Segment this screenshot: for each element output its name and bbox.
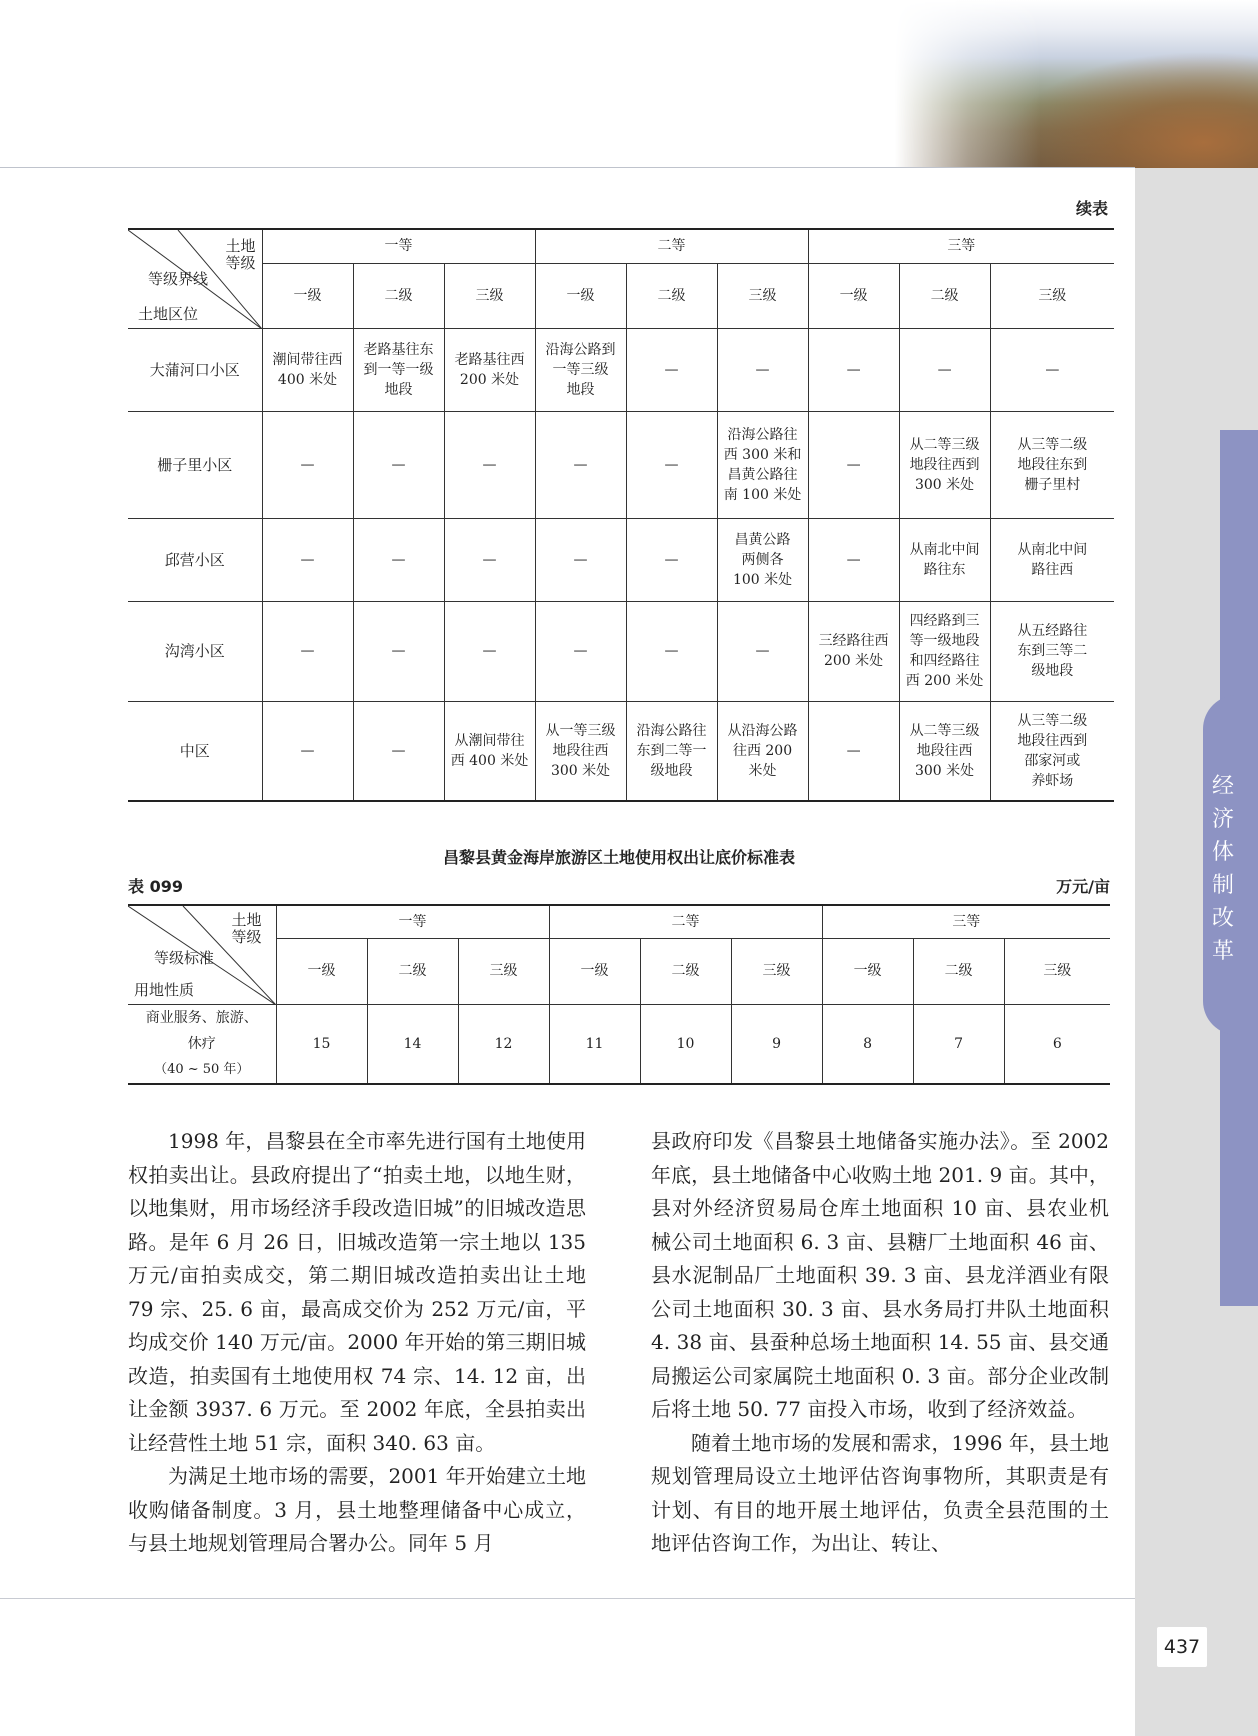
boundary-cell: — [626, 328, 717, 411]
table2-number: 表 099 [128, 877, 183, 896]
boundary-cell: — [444, 601, 535, 701]
boundary-cell: — [808, 328, 899, 411]
level-header: 一级 [276, 938, 367, 1004]
boundary-cell: — [444, 518, 535, 601]
grade-header: 一等 [276, 905, 549, 938]
corner-bottom-label: 土地区位 [138, 305, 199, 323]
corner-middle-label: 等级界线 [148, 270, 209, 288]
land-use-term: （40 ~ 50 年） [154, 1061, 250, 1077]
boundary-cell: 老路基往东 到一等一级 地段 [353, 328, 444, 411]
paragraph: 随着土地市场的发展和需求，1996 年，县土地规划管理局设立土地评估咨询事物所，其职责是有计划、有目的地开展土地评估，负责全县范围的土地评估咨询工作，为出让、转让、 [651, 1430, 1109, 1555]
level-header: 二级 [353, 263, 444, 328]
boundary-cell: 沿海公路往 西 300 米和 昌黄公路往 南 100 米处 [717, 411, 808, 518]
price-cell: 14 [367, 1004, 458, 1084]
boundary-cell: 从潮间带往 西 400 米处 [444, 701, 535, 801]
corner-top-label: 土地 等级 [225, 237, 256, 272]
grade-header: 二等 [549, 905, 822, 938]
price-cell: 15 [276, 1004, 367, 1084]
section-label-char: 制 [1211, 873, 1234, 898]
boundary-cell: 从南北中间 路往东 [899, 518, 990, 601]
price-cell: 10 [640, 1004, 731, 1084]
boundary-cell: — [626, 518, 717, 601]
boundary-cell: 从沿海公路 往西 200 米处 [717, 701, 808, 801]
price-cell: 11 [549, 1004, 640, 1084]
boundary-cell: — [808, 701, 899, 801]
level-header: 三级 [1004, 938, 1110, 1004]
boundary-cell: — [808, 518, 899, 601]
level-header: 三级 [444, 263, 535, 328]
section-label-char: 革 [1211, 939, 1234, 964]
zone-label: 大蒲河口小区 [128, 328, 262, 411]
boundary-cell: 从二等三级 地段往西 300 米处 [899, 701, 990, 801]
boundary-cell: — [626, 411, 717, 518]
land-use-line: 休疗 [187, 1035, 216, 1052]
level-header: 一级 [822, 938, 913, 1004]
section-label [1203, 770, 1243, 968]
boundary-cell: — [262, 518, 353, 601]
boundary-cell: 潮间带往西 400 米处 [262, 328, 353, 411]
section-label-char: 济 [1211, 807, 1234, 832]
table-row [128, 411, 1114, 518]
level-header: 二级 [640, 938, 731, 1004]
level-header: 三级 [731, 938, 822, 1004]
level-header: 三级 [717, 263, 808, 328]
land-price-table [128, 904, 1110, 1085]
boundary-cell: — [353, 518, 444, 601]
boundary-cell: 从二等三级 地段往西到 300 米处 [899, 411, 990, 518]
table-row [128, 701, 1114, 801]
boundary-cell: 四经路到三 等一级地段 和四经路往 西 200 米处 [899, 601, 990, 701]
boundary-cell: 从一等三级 地段往西 300 米处 [535, 701, 626, 801]
boundary-cell: 老路基往西 200 米处 [444, 328, 535, 411]
boundary-cell: — [353, 701, 444, 801]
boundary-cell: 三经路往西 200 米处 [808, 601, 899, 701]
zone-label: 邱营小区 [128, 518, 262, 601]
section-label-char: 体 [1211, 840, 1234, 865]
boundary-cell: — [444, 411, 535, 518]
land-grade-table [128, 228, 1114, 802]
table1-corner-header [128, 229, 262, 328]
level-header: 三级 [458, 938, 549, 1004]
level-header: 三级 [990, 263, 1114, 328]
table-row [128, 601, 1114, 701]
corner-bottom-label: 用地性质 [134, 981, 195, 999]
boundary-cell: — [808, 411, 899, 518]
body-column-left [128, 1125, 586, 1561]
price-cell: 8 [822, 1004, 913, 1084]
grade-header: 一等 [262, 229, 535, 263]
continuation-label: 续表 [1075, 199, 1108, 218]
boundary-cell: 沿海公路到 一等三级 地段 [535, 328, 626, 411]
land-use-label [128, 1004, 276, 1084]
paragraph: 1998 年，昌黎县在全市率先进行国有土地使用权拍卖出让。县政府提出了“拍卖土地，以地生财，以地集财，用市场经济手段改造旧城”的旧城改造思路。是年 6 月 26 日，旧城改造第一宗土地以 135 万元/亩拍卖成交，第二期旧城改造拍卖出让土地 79 宗、25. 6 亩，最高成交价为 252 万元/亩，平均成交价 140 万元/亩。2000 年开始的第三期旧城改造，拍卖国有土地使用权 74 宗、14. 12 亩，出让金额 3937. 6 万元。至 2002 年底，全县拍卖出让经营性土地 51 宗，面积 340. 63 亩。 [128, 1129, 586, 1455]
land-use-line: 商业服务、旅游、 [145, 1009, 258, 1026]
boundary-cell: — [262, 411, 353, 518]
boundary-cell: — [717, 601, 808, 701]
table2-title: 昌黎县黄金海岸旅游区土地使用权出让底价标准表 [442, 848, 795, 867]
level-header: 一级 [808, 263, 899, 328]
paragraph: 县政府印发《昌黎县土地储备实施办法》。至 2002 年底，县土地储备中心收购土地 201. 9 亩。其中，县对外经济贸易局仓库土地面积 10 亩、县农业机械公司土地面积 6. 3 亩、县糖厂土地面积 46 亩、县水泥制品厂土地面积 39. 3 亩、县龙洋酒业有限公司土地面积 30. 3 亩、县水务局打井队土地面积 4. 38 亩、县蚕种总场土地面积 14. 55 亩、县交通局搬运公司家属院土地面积 0. 3 亩。部分企业改制后将土地 50. 77 亩投入市场，收到了经济效益。 [651, 1129, 1109, 1421]
footer-rule [0, 1598, 1135, 1599]
boundary-cell: 从南北中间 路往西 [990, 518, 1114, 601]
zone-label: 栅子里小区 [128, 411, 262, 518]
boundary-cell: 从三等二级 地段往西到 邵家河或 养虾场 [990, 701, 1114, 801]
header-rule [0, 167, 1135, 168]
paragraph: 为满足土地市场的需要，2001 年开始建立土地收购储备制度。3 月，县土地整理储备中心成立，与县土地规划管理局合署办公。同年 5 月 [128, 1464, 586, 1555]
boundary-cell: — [535, 601, 626, 701]
body-column-right [651, 1125, 1109, 1561]
corner-top-label: 土地 等级 [231, 911, 262, 946]
price-cell: 9 [731, 1004, 822, 1084]
section-label-char: 改 [1211, 906, 1234, 931]
boundary-cell: — [262, 601, 353, 701]
table-row [128, 1004, 1110, 1084]
table2-corner-header [128, 905, 276, 1004]
boundary-cell: — [717, 328, 808, 411]
zone-label: 沟湾小区 [128, 601, 262, 701]
level-header: 一级 [262, 263, 353, 328]
grade-header: 二等 [535, 229, 808, 263]
table2-unit: 万元/亩 [1056, 877, 1110, 896]
boundary-cell: — [899, 328, 990, 411]
boundary-cell: 从五经路往 东到三等二 级地段 [990, 601, 1114, 701]
grade-header: 三等 [808, 229, 1114, 263]
zone-label: 中区 [128, 701, 262, 801]
price-cell: 7 [913, 1004, 1004, 1084]
boundary-cell: — [535, 411, 626, 518]
boundary-cell: — [353, 601, 444, 701]
boundary-cell: — [626, 601, 717, 701]
boundary-cell: 沿海公路往 东到二等一 级地段 [626, 701, 717, 801]
level-header: 二级 [626, 263, 717, 328]
level-header: 一级 [535, 263, 626, 328]
level-header: 二级 [913, 938, 1004, 1004]
boundary-cell: 昌黄公路 两侧各 100 米处 [717, 518, 808, 601]
grade-header: 三等 [822, 905, 1110, 938]
table-row [128, 328, 1114, 411]
boundary-cell: — [990, 328, 1114, 411]
header-landscape-photo [895, 0, 1258, 168]
level-header: 二级 [367, 938, 458, 1004]
section-label-char: 经 [1211, 774, 1234, 799]
boundary-cell: — [353, 411, 444, 518]
corner-middle-label: 等级标准 [154, 949, 215, 967]
level-header: 一级 [549, 938, 640, 1004]
price-cell: 6 [1004, 1004, 1110, 1084]
boundary-cell: 从三等二级 地段往东到 栅子里村 [990, 411, 1114, 518]
boundary-cell: — [262, 701, 353, 801]
page-number: 437 [1157, 1627, 1207, 1667]
level-header: 二级 [899, 263, 990, 328]
table-row [128, 518, 1114, 601]
boundary-cell: — [535, 518, 626, 601]
price-cell: 12 [458, 1004, 549, 1084]
